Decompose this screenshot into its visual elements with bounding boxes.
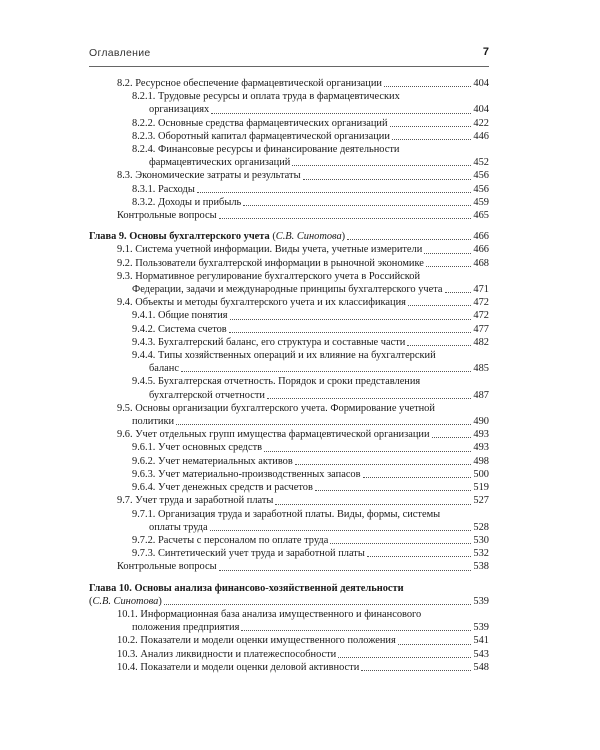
entry-title: Общие понятия	[158, 310, 228, 322]
entry-number: 8.3.	[117, 170, 133, 182]
entry-number: 10.4.	[117, 661, 138, 673]
page-ref: 538	[473, 561, 489, 573]
page-number: 7	[482, 46, 489, 58]
entry-text	[132, 441, 262, 454]
page-ref: 530	[473, 534, 489, 546]
entry-text	[132, 130, 390, 143]
page-ref: 539	[473, 622, 489, 634]
page-ref: 472	[473, 310, 489, 322]
entry-number: 9.7.2.	[132, 534, 156, 546]
page-ref: 490	[473, 416, 489, 428]
page-ref: 468	[473, 257, 489, 269]
toc-entry	[89, 648, 489, 661]
entry-title: Организация труда и заработной платы. Виды, формы, системы	[158, 508, 441, 520]
toc-entry	[89, 402, 489, 428]
entry-number: 8.3.2.	[132, 196, 156, 208]
entry-number: 9.1.	[117, 244, 133, 256]
toc-entry	[89, 608, 489, 634]
entry-number: 9.7.1.	[132, 508, 156, 520]
toc-entry	[89, 130, 489, 143]
page-ref: 543	[473, 648, 489, 660]
leader-dots	[338, 657, 471, 658]
leader-dots	[303, 179, 472, 180]
entry-number: 8.2.	[117, 78, 133, 89]
entry-title: Контрольные вопросы	[117, 561, 217, 573]
entry-text	[117, 661, 359, 674]
leader-dots	[445, 292, 472, 293]
page-ref: 541	[473, 635, 489, 647]
entry-number: 9.6.1.	[132, 442, 156, 454]
leader-dots	[295, 464, 472, 465]
leader-dots	[230, 319, 472, 320]
leader-dots	[181, 371, 471, 372]
entry-title: Расчеты с персоналом по оплате труда	[158, 534, 329, 546]
entry-text	[132, 481, 313, 494]
toc-entry	[89, 90, 489, 116]
entry-title: Учет материально-производственных запасов	[158, 468, 361, 480]
leader-dots	[408, 305, 471, 306]
toc-entry	[89, 196, 489, 209]
toc-entry	[89, 441, 489, 454]
entry-number: 8.2.4.	[132, 144, 156, 156]
page-ref: 477	[473, 323, 489, 335]
entry-title: Информационная база анализа имущественного и финансового	[140, 608, 422, 620]
entry-title-cont: Федерации, задачи и международные принципы бухгалтерского учета	[132, 284, 443, 296]
entry-text	[117, 243, 422, 256]
leader-dots	[315, 490, 472, 491]
page-ref: 493	[473, 442, 489, 454]
page-ref: 539	[473, 595, 489, 607]
toc-entry	[89, 243, 489, 256]
page-ref: 466	[473, 231, 489, 243]
leader-dots	[392, 139, 472, 140]
leader-dots	[363, 477, 472, 478]
toc-entry	[89, 77, 489, 90]
page-ref: 422	[473, 117, 489, 129]
leader-dots	[164, 604, 472, 605]
entry-number: 9.3.	[117, 270, 133, 282]
toc-entry	[89, 481, 489, 494]
chapter-author-wrap: (С.В. Синотова)	[89, 595, 162, 607]
entry-title: Контрольные вопросы	[117, 210, 217, 222]
toc-chapter	[89, 230, 489, 243]
leader-dots	[243, 205, 471, 206]
leader-dots	[384, 86, 471, 87]
entry-title: Бухгалтерская отчетность. Порядок и сроки представления	[158, 376, 421, 388]
entry-text	[117, 648, 336, 661]
entry-title-cont: фармацевтических организаций	[149, 157, 291, 169]
page-ref: 459	[473, 196, 489, 208]
entry-text	[117, 296, 406, 309]
page-ref: 465	[473, 210, 489, 222]
entry-text	[132, 508, 440, 521]
entry-title: Учет нематериальных активов	[158, 455, 293, 467]
entry-text	[117, 428, 430, 441]
entry-text	[132, 468, 361, 481]
leader-dots	[229, 332, 472, 333]
toc-entry	[89, 183, 489, 196]
toc-entry	[89, 534, 489, 547]
entry-text	[132, 183, 195, 196]
leader-dots	[264, 451, 471, 452]
leader-dots	[347, 239, 471, 240]
toc-entry	[89, 296, 489, 309]
entry-number: 8.2.3.	[132, 130, 156, 142]
toc-entry	[89, 547, 489, 560]
toc-entry	[89, 257, 489, 270]
toc-entry	[89, 143, 489, 169]
entry-title: Основные средства фармацевтических организаций	[158, 117, 388, 129]
toc-entry	[89, 117, 489, 130]
chapter-author: С.В. Синотова	[275, 231, 342, 243]
entry-text	[117, 608, 421, 621]
entry-text	[117, 209, 217, 222]
table-of-contents	[89, 77, 489, 674]
entry-number: 9.7.3.	[132, 548, 156, 560]
page-ref: 548	[473, 661, 489, 673]
toc-entry	[89, 560, 489, 573]
entry-text	[132, 336, 405, 349]
entry-text	[117, 494, 273, 507]
page-ref: 466	[473, 244, 489, 256]
entry-title: Показатели и модели оценки деловой активности	[140, 661, 360, 673]
entry-text	[117, 169, 301, 182]
entry-number: 8.2.2.	[132, 117, 156, 129]
chapter-author: С.В. Синотова	[92, 595, 159, 607]
toc-entry	[89, 375, 489, 401]
toc-entry	[89, 270, 489, 296]
entry-title: Анализ ликвидности и платежеспособности	[140, 648, 337, 660]
entry-number: 9.4.	[117, 297, 133, 309]
leader-dots	[398, 644, 472, 645]
entry-number: 9.6.4.	[132, 482, 156, 494]
toc-entry	[89, 634, 489, 647]
entry-title: Типы хозяйственных операций и их влияние на бухгалтерский	[158, 350, 436, 362]
entry-title: Пользователи бухгалтерской информации в рыночной экономике	[135, 257, 424, 269]
toc-entry	[89, 209, 489, 222]
entry-title: Оборотный капитал фармацевтической организации	[158, 130, 390, 142]
toc-entry	[89, 661, 489, 674]
entry-text	[117, 402, 435, 415]
entry-title: Учет основных средств	[158, 442, 263, 454]
leader-dots	[361, 670, 471, 671]
entry-title-cont: организациях	[149, 104, 210, 116]
entry-title-cont: оплаты труда	[149, 521, 208, 533]
page-ref: 472	[473, 297, 489, 309]
entry-title: Учет труда и заработной платы	[135, 495, 274, 507]
entry-title: Расходы	[158, 183, 195, 195]
entry-title-cont: политики	[132, 416, 175, 428]
entry-title: Синтетический учет труда и заработной платы	[158, 548, 365, 560]
entry-text	[132, 547, 365, 560]
leader-dots	[197, 192, 472, 193]
entry-text	[132, 90, 400, 103]
page-ref: 528	[473, 521, 489, 533]
leader-dots	[267, 398, 471, 399]
toc-entry	[89, 169, 489, 182]
leader-dots	[211, 113, 471, 114]
toc-entry	[89, 309, 489, 322]
entry-number: 9.7.	[117, 495, 133, 507]
entry-number: 10.1.	[117, 608, 138, 620]
entry-title: Финансовые ресурсы и финансирование деятельности	[158, 144, 400, 156]
leader-dots	[292, 165, 471, 166]
header-title: Оглавление	[89, 47, 151, 59]
entry-number: 10.3.	[117, 648, 138, 660]
entry-text	[132, 455, 293, 468]
entry-title: Учет денежных средств и расчетов	[158, 482, 313, 494]
entry-number: 9.4.1.	[132, 310, 156, 322]
entry-text	[132, 309, 228, 322]
toc-entry	[89, 508, 489, 534]
entry-title: Система счетов	[158, 323, 227, 335]
leader-dots	[424, 253, 471, 254]
chapter-title: Глава 9. Основы бухгалтерского учета	[89, 231, 270, 243]
leader-dots	[432, 437, 472, 438]
page-ref: 527	[473, 495, 489, 507]
entry-text	[132, 534, 328, 547]
entry-text	[132, 196, 241, 209]
entry-number: 9.6.	[117, 429, 133, 441]
entry-title: Объекты и методы бухгалтерского учета и их классификация	[135, 297, 406, 309]
entry-title-cont: бухгалтерской отчетности	[149, 389, 265, 401]
entry-number: 10.2.	[117, 635, 138, 647]
toc-entry	[89, 494, 489, 507]
entry-title: Доходы и прибыль	[158, 196, 242, 208]
entry-text	[117, 257, 424, 270]
entry-text	[117, 634, 396, 647]
toc-entry	[89, 468, 489, 481]
entry-title: Экономические затраты и результаты	[135, 170, 301, 182]
page-ref: 452	[473, 157, 489, 169]
leader-dots	[426, 266, 472, 267]
leader-dots	[367, 556, 472, 557]
page-ref: 519	[473, 482, 489, 494]
page-ref: 498	[473, 455, 489, 467]
entry-title: Бухгалтерский баланс, его структура и составные части	[158, 336, 406, 348]
entry-number: 8.3.1.	[132, 183, 156, 195]
entry-number: 9.5.	[117, 402, 133, 414]
entry-number: 9.2.	[117, 257, 133, 269]
page-ref: 471	[473, 284, 489, 296]
entry-title: Учет отдельных групп имущества фармацевтической организации	[135, 429, 430, 441]
entry-title: Основы организации бухгалтерского учета. Формирование учетной	[135, 402, 435, 414]
leader-dots	[330, 543, 471, 544]
entry-number: 9.4.5.	[132, 376, 156, 388]
entry-title: Система учетной информации. Виды учета, учетные измерители	[135, 244, 423, 256]
page-ref: 493	[473, 429, 489, 441]
chapter-title: Глава 10. Основы анализа финансово-хозяйственной деятельности	[89, 582, 404, 594]
entry-title-cont: положения предприятия	[132, 622, 240, 634]
page-ref: 446	[473, 130, 489, 142]
leader-dots	[390, 126, 472, 127]
leader-dots	[176, 424, 471, 425]
entry-number: 9.6.2.	[132, 455, 156, 467]
page-ref: 532	[473, 548, 489, 560]
running-header	[89, 47, 489, 63]
toc-entry	[89, 336, 489, 349]
entry-text	[132, 143, 399, 156]
entry-title-cont: баланс	[149, 363, 179, 375]
page-ref: 404	[473, 104, 489, 116]
entry-text	[117, 77, 382, 90]
entry-text	[132, 117, 388, 130]
entry-number: 8.2.1.	[132, 91, 156, 103]
toc-entry	[89, 323, 489, 336]
entry-text	[117, 560, 217, 573]
entry-text	[117, 270, 420, 283]
toc-entry	[89, 428, 489, 441]
entry-title: Ресурсное обеспечение фармацевтической организации	[135, 78, 382, 89]
toc-entry	[89, 349, 489, 375]
leader-dots	[219, 218, 472, 219]
chapter-heading: Глава 9. Основы бухгалтерского учета (С.В. Синотова)	[89, 231, 346, 243]
leader-dots	[219, 570, 472, 571]
page-ref: 487	[473, 389, 489, 401]
entry-text	[132, 375, 420, 388]
page-ref: 482	[473, 336, 489, 348]
entry-text	[132, 349, 436, 362]
entry-number: 9.4.4.	[132, 350, 156, 362]
page-ref: 456	[473, 170, 489, 182]
leader-dots	[210, 530, 472, 531]
page-ref: 456	[473, 183, 489, 195]
entry-number: 9.4.2.	[132, 323, 156, 335]
entry-text	[132, 323, 227, 336]
toc-chapter	[89, 582, 489, 608]
entry-title: Нормативное регулирование бухгалтерского учета в Российской	[135, 270, 421, 282]
entry-title: Показатели и модели оценки имущественного положения	[140, 635, 396, 647]
toc-entry	[89, 455, 489, 468]
entry-number: 9.6.3.	[132, 468, 156, 480]
entry-title: Трудовые ресурсы и оплата труда в фармацевтических	[158, 91, 400, 103]
page-ref: 485	[473, 363, 489, 375]
leader-dots	[241, 630, 471, 631]
page-ref: 404	[473, 78, 489, 89]
leader-dots	[407, 345, 471, 346]
header-rule	[89, 66, 489, 67]
leader-dots	[275, 504, 471, 505]
entry-number: 9.4.3.	[132, 336, 156, 348]
page-ref: 500	[473, 468, 489, 480]
